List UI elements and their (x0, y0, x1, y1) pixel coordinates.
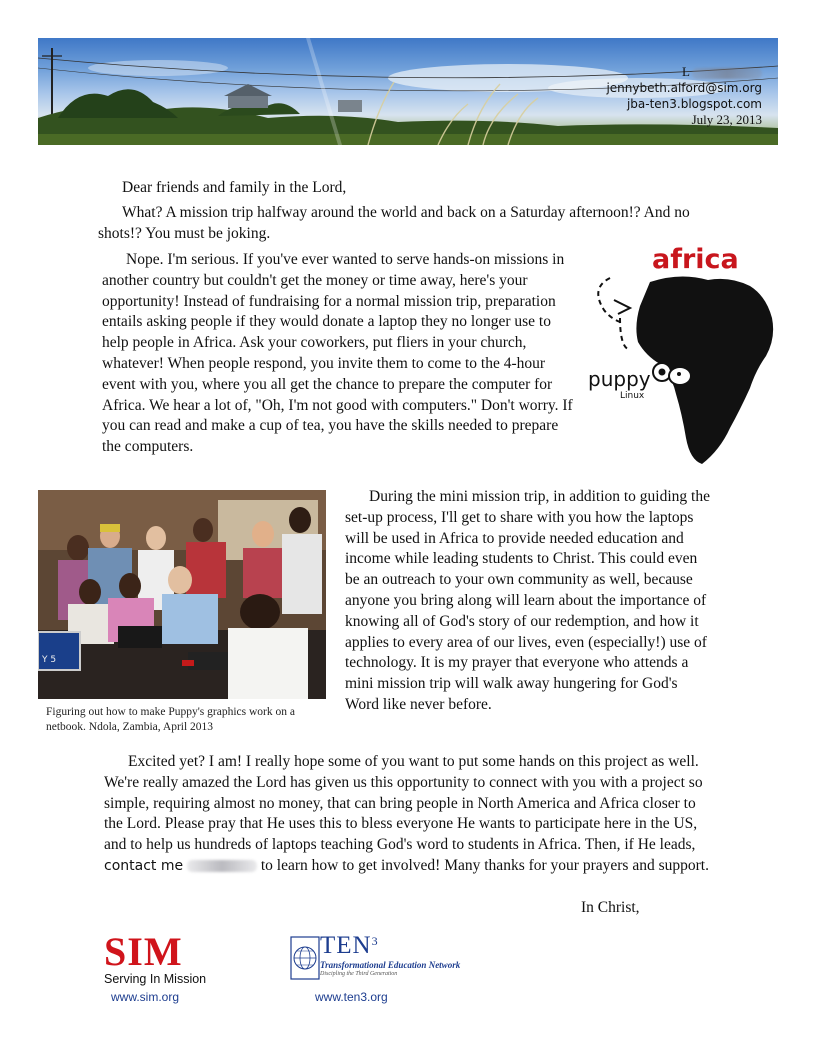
ten3-logo-text: TEN$^3$ (320, 932, 379, 959)
closing: In Christ, (581, 899, 640, 916)
header-date: July 23, 2013 (691, 112, 762, 127)
africa-text: africa (652, 244, 739, 275)
header-blog[interactable]: jba-ten3.blogspot.com (626, 97, 762, 111)
paragraph-3: During the mini mission trip, in addition to guiding the set-up process, I'll get to share with you how the laptops will be used in Africa to provide needed education and income while leading students to Christ. This could even be an outreach to your own community as well, because anyone you bring along will learn about the importance of knowing all of God's story of our redemption, and how it applies to every area of our lives, even (especially!) use of technology. It is my prayer that everyone who attends a mini mission trip will walk away hungering for God's Word like never before. (345, 488, 710, 713)
photo-caption: Figuring out how to make Puppy's graphics work on a netbook. Ndola, Zambia, April 2013 (46, 706, 295, 733)
sim-url-link[interactable]: www.sim.org (111, 990, 180, 1004)
header-name-line: L (606, 64, 762, 80)
puppy-text: puppy (588, 367, 651, 391)
header-banner (38, 38, 778, 145)
redacted-contact (187, 860, 257, 872)
header-contact-block (606, 64, 762, 128)
ten3-subtagline: Discipling the Third Generation (320, 971, 398, 977)
header-email[interactable]: jennybeth.alford@sim.org (606, 81, 762, 95)
paragraph-2: Nope. I'm serious. If you've ever wanted to serve hands-on missions in another country but couldn't get the money or time away, here's your opportunity! Instead of fundraising for a normal mission trip, preparation entails asking people if they would donate a laptop they no longer use to help people in Africa. Ask your coworkers, put fliers in your church, whatever! When people respond, you invite them to come to the 4-hour event with you, where you all get the chance to prepare the computer for Africa. We hear a lot of, "Oh, I'm not good with computers." Don't worry. If you can read and make a cup of tea, you have the skills needed to prepare the computers. (102, 251, 573, 456)
ten3-logo[interactable] (290, 932, 461, 984)
salutation: Dear friends and family in the Lord, (122, 179, 347, 196)
ten3-tagline: Transformational Education Network (320, 960, 461, 970)
sim-tagline: Serving In Mission (104, 972, 207, 986)
puppy-linux-africa-logo (580, 238, 780, 466)
paragraph-4-end: to learn how to get involved! Many thanks for your prayers and support. (260, 856, 709, 874)
photo-people-at-laptops (38, 490, 326, 699)
redacted-name (692, 68, 762, 79)
paragraph-4-start: Excited yet? I am! I really hope some of you want to put some hands on this project as well. We're really amazed the Lord has given us this opportunity to connect with you with a project so simple, requiring almost no money, that can bring people in North America and Africa closer to the Lord. Please pray that He uses this to bless everyone He wants to participate here in the US, and to help us hundreds of laptops teaching God's word to students in Africa. Then, if He leads, (104, 753, 703, 854)
paragraph-1: What? A mission trip halfway around the world and back on a Saturday afternoon!? And no shots!? You must be joking. (98, 204, 690, 242)
sim-logo-text: SIM (104, 929, 183, 974)
linux-text: Linux (620, 391, 645, 401)
ten3-url-link[interactable]: www.ten3.org (315, 990, 388, 1004)
laptop-screen-text: Y 5 (42, 655, 57, 665)
globe-icon (290, 936, 320, 980)
paragraph-4 (104, 752, 714, 877)
contact-me-link[interactable]: contact me (104, 857, 184, 874)
